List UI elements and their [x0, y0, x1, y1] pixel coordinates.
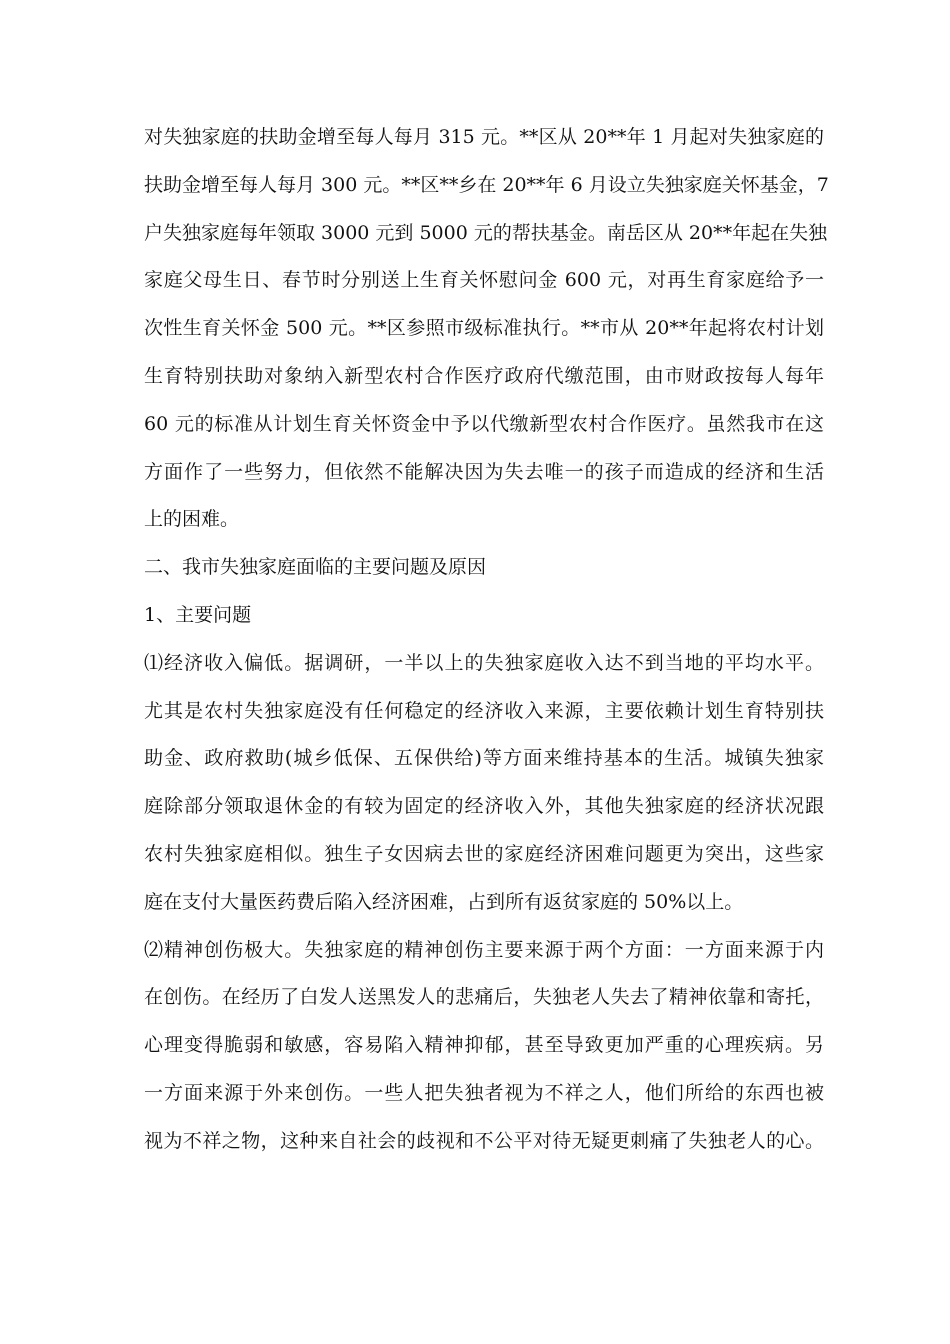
paragraph-line: 方面作了一些努力，但依然不能解决因为失去唯一的孩子而造成的经济和生活 [144, 460, 824, 483]
subsection-heading: 1、主要问题 [144, 603, 252, 626]
paragraph-line: 次性生育关怀金 500 元。**区参照市级标准执行。**市从 20**年起将农村计划 [144, 317, 824, 340]
paragraph-line: 户失独家庭每年领取 3000 元到 5000 元的帮扶基金。南岳区从 20**年起在失独 [144, 221, 828, 244]
paragraph-line: 对失独家庭的扶助金增至每人每月 315 元。**区从 20**年 1 月起对失独家庭的 [144, 126, 824, 148]
section-heading: 二、我市失独家庭面临的主要问题及原因 [144, 556, 487, 579]
paragraph-line: 生育特别扶助对象纳入新型农村合作医疗政府代缴范围，由市财政按每人每年 [144, 364, 824, 387]
paragraph-line: 视为不祥之物，这种来自社会的歧视和不公平对待无疑更刺痛了失独老人的心。 [144, 1129, 824, 1152]
paragraph-line: 上的困难。 [144, 508, 240, 531]
paragraph-line: 庭除部分领取退休金的有较为固定的经济收入外，其他失独家庭的经济状况跟 [144, 795, 824, 818]
paragraph-line: ⑵精神创伤极大。失独家庭的精神创伤主要来源于两个方面：一方面来源于内 [144, 938, 824, 961]
paragraph-line: 一方面来源于外来创伤。一些人把失独者视为不祥之人，他们所给的东西也被 [144, 1081, 824, 1104]
paragraph-line: 家庭父母生日、春节时分别送上生育关怀慰问金 600 元，对再生育家庭给予一 [144, 269, 824, 292]
paragraph-line: 扶助金增至每人每月 300 元。**区**乡在 20**年 6 月设立失独家庭关怀基金，7 [144, 173, 829, 196]
paragraph-line: 助金、政府救助(城乡低保、五保供给)等方面来维持基本的生活。城镇失独家 [144, 747, 824, 770]
paragraph-line: 在创伤。在经历了白发人送黑发人的悲痛后，失独老人失去了精神依靠和寄托， [144, 986, 824, 1009]
paragraph-line: 农村失独家庭相似。独生子女因病去世的家庭经济困难问题更为突出，这些家 [144, 842, 824, 865]
paragraph-line: 尤其是农村失独家庭没有任何稳定的经济收入来源，主要依赖计划生育特别扶 [144, 699, 824, 722]
paragraph-line: 60 元的标准从计划生育关怀资金中予以代缴新型农村合作医疗。虽然我市在这 [144, 412, 824, 435]
document-body [144, 118, 829, 1170]
paragraph-line: ⑴经济收入偏低。据调研，一半以上的失独家庭收入达不到当地的平均水平。 [144, 651, 824, 674]
paragraph-line: 心理变得脆弱和敏感，容易陷入精神抑郁，甚至导致更加严重的心理疾病。另 [144, 1034, 824, 1057]
paragraph-line: 庭在支付大量医药费后陷入经济困难，占到所有返贫家庭的 50%以上。 [144, 890, 744, 913]
